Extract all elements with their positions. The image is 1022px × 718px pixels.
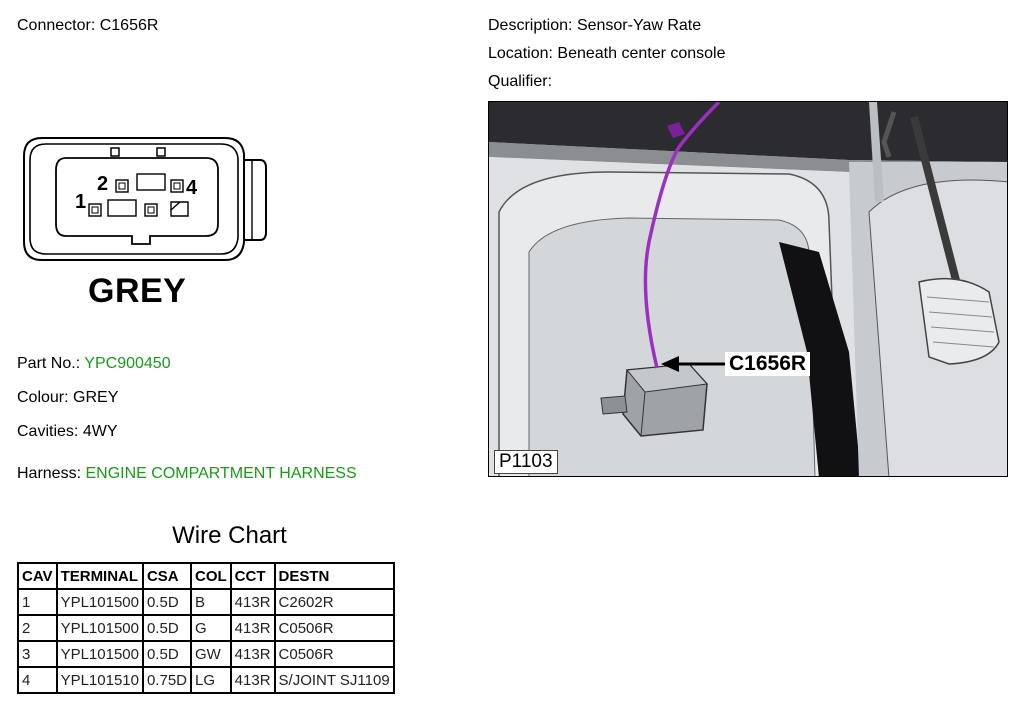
description-label: Description:	[488, 17, 573, 34]
cell-cct: 413R	[231, 667, 275, 693]
table-row	[18, 641, 394, 667]
colour-label: Colour:	[17, 389, 69, 406]
location-label: Location:	[488, 45, 553, 62]
connector-key	[157, 148, 165, 156]
colour-field	[17, 389, 118, 407]
cell-cav: 1	[18, 589, 57, 615]
photo-id-label: P1103	[494, 450, 558, 474]
cell-terminal: YPL101500	[57, 641, 143, 667]
connector-housing-outline	[24, 138, 244, 260]
header-col: COL	[191, 563, 231, 589]
photo-callout-label: C1656R	[725, 352, 810, 376]
wire-chart-table	[17, 562, 395, 694]
cell-cav: 3	[18, 641, 57, 667]
cell-csa: 0.5D	[143, 589, 191, 615]
cavity-number-4: 4	[186, 177, 198, 199]
location-field	[488, 45, 726, 63]
cell-cav: 2	[18, 615, 57, 641]
colour-value: GREY	[73, 389, 119, 406]
cavities-field	[17, 423, 117, 441]
cavities-value: 4WY	[82, 423, 118, 440]
table-row	[18, 615, 394, 641]
cell-terminal: YPL101500	[57, 589, 143, 615]
header-csa: CSA	[143, 563, 191, 589]
cell-col: GW	[191, 641, 231, 667]
wire-chart-title: Wire Chart	[172, 522, 287, 549]
harness-label: Harness:	[17, 465, 82, 482]
cell-cav: 4	[18, 667, 57, 693]
header-cct: CCT	[231, 563, 275, 589]
cavities-label: Cavities:	[17, 423, 79, 440]
table-row	[18, 667, 394, 693]
connector-side-latch	[244, 160, 266, 240]
cell-terminal: YPL101510	[57, 667, 143, 693]
qualifier-field	[488, 73, 552, 91]
qualifier-label: Qualifier:	[488, 73, 553, 90]
cell-destn: C0506R	[275, 615, 394, 641]
cell-csa: 0.5D	[143, 615, 191, 641]
cell-col: G	[191, 615, 231, 641]
header-terminal: TERMINAL	[57, 563, 143, 589]
connector-key	[111, 148, 119, 156]
connector-colour-caption: GREY	[88, 272, 187, 310]
cavity-number-2: 2	[97, 173, 109, 195]
header-cav: CAV	[18, 563, 57, 589]
cell-cct: 413R	[231, 641, 275, 667]
cell-col: B	[191, 589, 231, 615]
cell-col: LG	[191, 667, 231, 693]
part-no-field	[17, 355, 171, 373]
location-photo	[488, 101, 1008, 477]
connector-label: Connector:	[17, 17, 96, 34]
cell-destn: S/JOINT SJ1109	[275, 667, 394, 693]
description-field	[488, 17, 701, 35]
part-no-label: Part No.:	[17, 355, 81, 372]
harness-field	[17, 465, 357, 483]
cell-cct: 413R	[231, 589, 275, 615]
connector-value: C1656R	[99, 17, 159, 34]
cell-csa: 0.5D	[143, 641, 191, 667]
location-value: Beneath center console	[557, 45, 726, 62]
cavity-number-1: 1	[75, 191, 87, 213]
location-illustration	[489, 102, 1008, 477]
cell-destn: C0506R	[275, 641, 394, 667]
description-value: Sensor-Yaw Rate	[576, 17, 702, 34]
table-header-row	[18, 563, 394, 589]
cell-destn: C2602R	[275, 589, 394, 615]
cell-cct: 413R	[231, 615, 275, 641]
part-no-value: YPC900450	[84, 355, 171, 372]
connector-field	[17, 17, 158, 35]
header-destn: DESTN	[275, 563, 394, 589]
connector-face-diagram	[20, 130, 270, 275]
cell-csa: 0.75D	[143, 667, 191, 693]
harness-value: ENGINE COMPARTMENT HARNESS	[85, 465, 357, 482]
cell-terminal: YPL101500	[57, 615, 143, 641]
table-row	[18, 589, 394, 615]
